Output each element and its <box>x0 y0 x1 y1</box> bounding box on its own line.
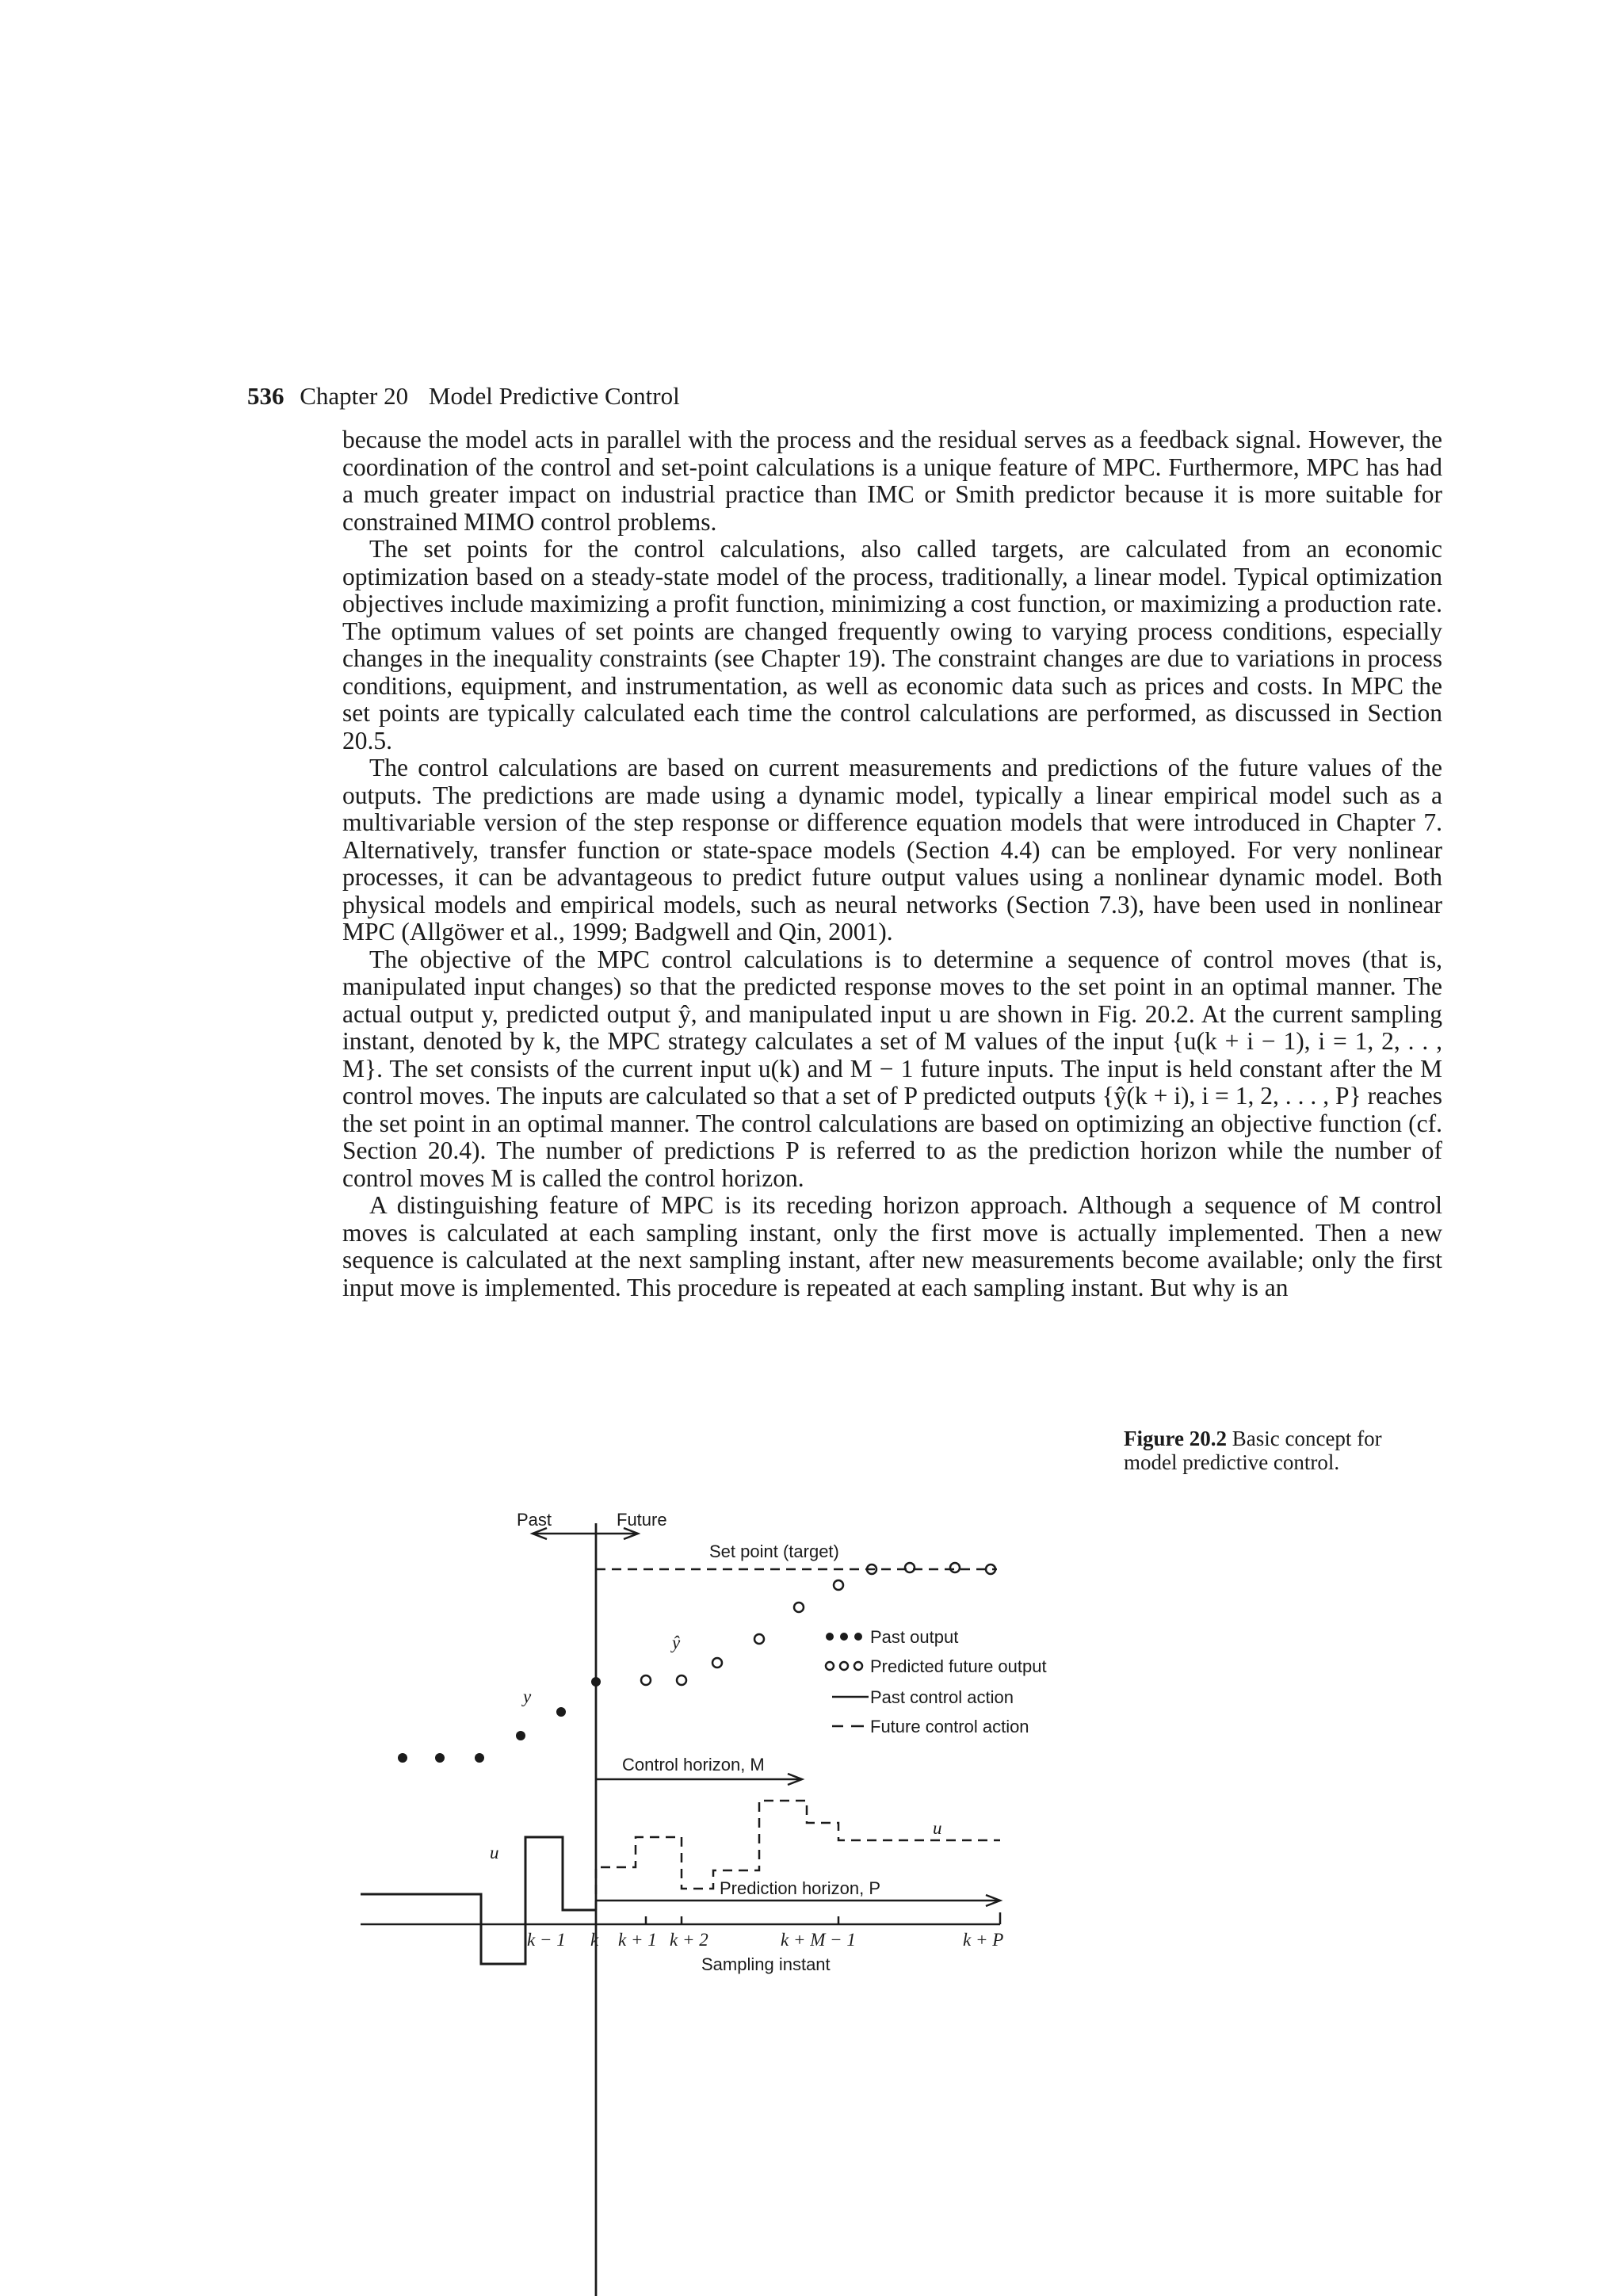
y-label: y <box>523 1687 532 1706</box>
past-output-point <box>556 1707 566 1717</box>
paragraph-4: The objective of the MPC control calculations is to determine a sequence of control moves (that is, manipulated input changes) so that the predicted response moves to the set point in an optimal manner. The actual output y, predicted output ŷ, and manipulated input u are shown in Fig. 20.2. At the current sampling instant, denoted by k, the MPC strategy calculates a set of M values of the input {u(k + i − 1), i = 1, 2, . . , M}. The set consists of the current input u(k) and M − 1 future inputs. The input is held constant after the M control moves. The inputs are calculated so that a set of P predicted outputs {ŷ(k + i), i = 1, 2, . . . , P} reaches the set point in an optimal manner. The control calculations are based on optimizing an objective function (cf. Section 20.4). The number of predictions P is referred to as the prediction horizon while the number of control moves M is called the control horizon. <box>342 945 1442 1192</box>
predicted-output-point <box>950 1563 960 1572</box>
predicted-output-point <box>641 1675 651 1685</box>
past-output-point <box>398 1753 407 1763</box>
u-label: u <box>490 1843 499 1862</box>
past-output-point <box>435 1753 445 1763</box>
predicted-output-point <box>905 1563 915 1572</box>
tick-k-minus-1: k − 1 <box>527 1930 566 1950</box>
predicted-output-point <box>712 1658 722 1668</box>
predicted-output-point <box>677 1675 686 1685</box>
past-output-point <box>591 1677 601 1687</box>
chapter-label: Chapter 20 <box>300 382 409 410</box>
predicted-output-point <box>794 1603 804 1612</box>
figure-caption <box>1124 1427 1425 1474</box>
legend-past-control: Past control action <box>870 1687 1014 1707</box>
past-label: Past <box>517 1510 552 1530</box>
predicted-output-point <box>834 1580 843 1590</box>
caption-label: Figure 20.2 <box>1124 1427 1227 1450</box>
tick-k-plus-2: k + 2 <box>670 1930 708 1950</box>
tick-k-plus-P: k + P <box>963 1930 1004 1950</box>
u-future-label: u <box>933 1818 942 1838</box>
prediction-horizon-label: Prediction horizon, P <box>720 1878 880 1898</box>
legend-predicted-output: Predicted future output <box>870 1656 1047 1676</box>
yhat-label: ŷ <box>672 1633 681 1652</box>
caption-text: Basic concept for model predictive control. <box>1124 1427 1382 1474</box>
paragraph-3: The control calculations are based on current measurements and predictions of the future values of the outputs. The predictions are made using a dynamic model, typically a linear empirical model such as a multivariable version of the step response or difference equation models that were introduced in Chapter 7. Alternatively, transfer function or state-space models (Section 4.4) can be employed. For very nonlinear processes, it can be advantageous to predict future output values using a nonlinear dynamic model. Both physical models and empirical models, such as neural networks (Section 7.3), have been used in nonlinear MPC (Allgöwer et al., 1999; Badgwell and Qin, 2001). <box>342 754 1442 946</box>
paragraph-1: because the model acts in parallel with the process and the residual serves as a feedback signal. However, the coordination of the control and set-point calculations is a unique feature of MPC. Furthermore, MPC has had a much greater impact on industrial practice than IMC or Smith predictor because it is more suitable for constrained MIMO control problems. <box>342 426 1442 536</box>
sampling-instant-label: Sampling instant <box>701 1954 831 1974</box>
paragraph-5: A distinguishing feature of MPC is its receding horizon approach. Although a sequence of M control moves is calculated at each sampling instant, only the first move is actually implemented. Then a new sequence is calculated at the next sampling instant, after new measurements become available; only the first input move is implemented. This procedure is repeated at each sampling instant. But why is an <box>342 1191 1442 1301</box>
setpoint-label: Set point (target) <box>709 1541 839 1561</box>
legend-past-output: Past output <box>870 1627 959 1647</box>
predicted-output-point <box>754 1634 764 1644</box>
tick-k-plus-M-minus-1: k + M − 1 <box>781 1930 856 1950</box>
control-horizon-label: Control horizon, M <box>622 1755 765 1775</box>
past-output-point <box>516 1731 525 1740</box>
future-label: Future <box>617 1510 667 1530</box>
tick-k: k <box>590 1930 599 1950</box>
page-number: 536 <box>247 382 285 410</box>
past-output-point <box>475 1753 484 1763</box>
paragraph-2: The set points for the control calculations, also called targets, are calculated from an economic optimization based on a steady-state model of the process, traditionally, a linear model. Typical optimization objectives include maximizing a profit function, minimizing a cost function, or maximizing a production rate. The optimum values of set points are changed frequently owing to varying process conditions, especially changes in the inequality constraints (see Chapter 19). The constraint changes are due to variations in process conditions, equipment, and instrumentation, as well as economic data such as prices and costs. In MPC the set points are typically calculated each time the control calculations are performed, as discussed in Section 20.5. <box>342 535 1442 755</box>
legend-future-control: Future control action <box>870 1717 1029 1736</box>
chapter-title: Model Predictive Control <box>428 382 680 410</box>
tick-k-plus-1: k + 1 <box>618 1930 657 1950</box>
